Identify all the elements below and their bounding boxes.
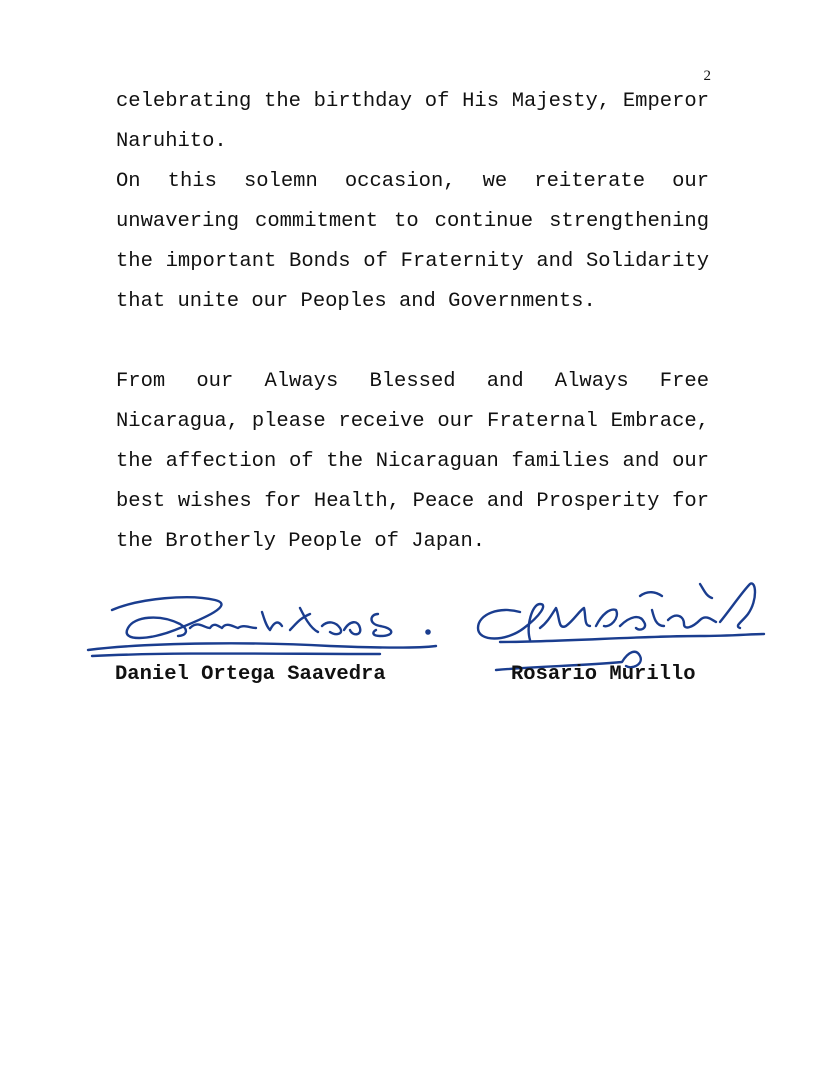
paragraph-spacer <box>116 322 709 362</box>
signature-daniel-ortega <box>88 597 436 656</box>
signer-name-daniel-ortega: Daniel Ortega Saavedra <box>115 663 386 686</box>
letter-body <box>116 82 709 562</box>
signature-block <box>0 570 825 700</box>
paragraph-wishes: From our Always Blessed and Always Free Nicaragua, please receive our Fraternal Embrace, the affection of the Nicaraguan families and our best wishes for Health, Peace and Prosperity for the Brotherly People of Japan. <box>116 370 709 553</box>
page-number: 2 <box>703 68 711 84</box>
paragraph-commitment: On this solemn occasion, we reiterate our unwavering commitment to continue strengthening the important Bonds of Fraternity and Solidarity that unite our Peoples and Governments. <box>116 170 709 313</box>
paragraph-birthday: celebrating the birthday of His Majesty, Emperor Naruhito. <box>116 90 709 153</box>
signer-name-rosario-murillo: Rosario Murillo <box>511 663 696 686</box>
signature-rosario-murillo <box>478 583 764 670</box>
